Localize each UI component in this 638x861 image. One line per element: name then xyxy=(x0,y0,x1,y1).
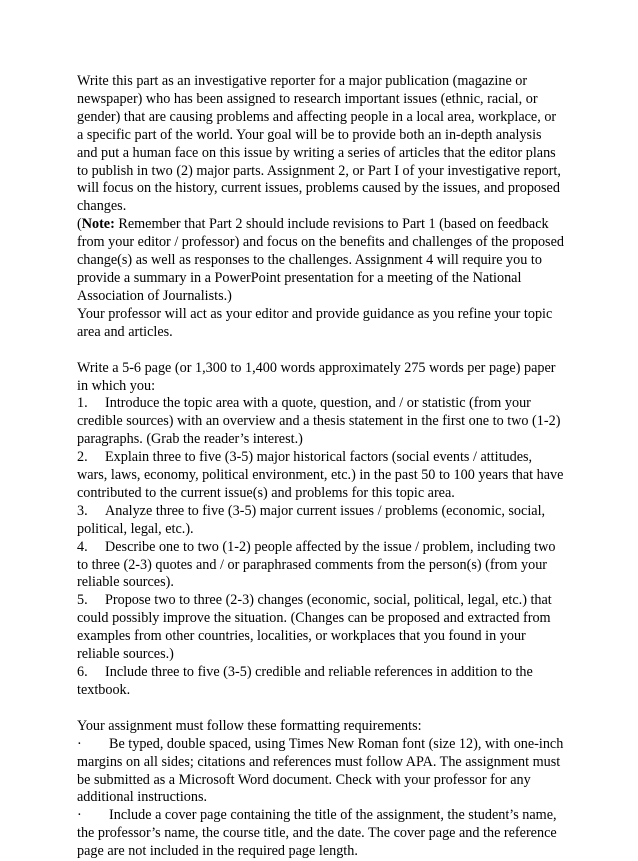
bullet-mark: · xyxy=(77,807,82,824)
task-item-3 xyxy=(77,503,565,539)
spacer xyxy=(77,342,565,360)
note-label: Note: xyxy=(81,216,115,233)
task-item-text: Describe one to two (1-2) people affected by the issue / problem, including two to three (2-3) quotes and / or paraphrased comments from the person(s) (from your reliable sources). xyxy=(77,538,556,591)
task-item-number: 2. xyxy=(77,449,88,466)
editor-paragraph: Your professor will act as your editor and provide guidance as you refine your topic area and articles. xyxy=(77,305,553,340)
task-item-1 xyxy=(77,395,565,449)
formatting-bullet-1 xyxy=(77,736,565,808)
task-item-text: Explain three to five (3-5) major historical factors (social events / attitudes, wars, laws, economy, political environment, etc.) in the past 50 to 100 years that have contributed to the current issue(s) and problems for this topic area. xyxy=(77,449,564,501)
formatting-bullet-2 xyxy=(77,807,565,861)
note-paragraph xyxy=(77,216,565,306)
task-item-number: 5. xyxy=(77,592,88,609)
task-lead: Write a 5-6 page (or 1,300 to 1,400 words approximately 275 words per page) paper in which you: xyxy=(77,359,556,394)
bullet-text: Be typed, double spaced, using Times New Roman font (size 12), with one-inch margins on all sides; citations and references must follow APA. The assignment must be submitted as a Microsoft Word document. Check with your professor for any additional instructions. xyxy=(77,735,564,806)
task-item-text: Include three to five (3-5) credible and reliable references in addition to the textbook. xyxy=(77,664,533,698)
document-body xyxy=(77,73,565,861)
task-item-text: Introduce the topic area with a quote, question, and / or statistic (from your credible sources) with an overview and a thesis statement in the first one to two (1-2) paragraphs. (Grab the reader’s interest.) xyxy=(77,395,561,448)
task-item-text: Propose two to three (2-3) changes (economic, social, political, legal, etc.) that could possibly improve the situation. (Changes can be proposed and extracted from examples from other countries, localities, or workplaces that you found in your reliable sources.) xyxy=(77,592,552,663)
task-item-2 xyxy=(77,449,565,503)
spacer xyxy=(77,700,565,718)
task-item-text: Analyze three to five (3-5) major current issues / problems (economic, social, political, legal, etc.). xyxy=(77,502,546,537)
bullet-text: Include a cover page containing the title of the assignment, the student’s name, the professor’s name, the course title, and the date. The cover page and the reference page are not included in the required page length. xyxy=(77,807,557,860)
note-open-paren: ( xyxy=(77,216,82,233)
task-item-5 xyxy=(77,592,565,664)
intro-paragraph: Write this part as an investigative reporter for a major publication (magazine or newspaper) who has been assigned to research important issues (ethnic, racial, or gender) that are causing problems and affecting people in a local area, workplace, or a specific part of the world. Your goal will be to provide both an in-depth analysis and put a human face on this issue by writing a series of articles that the editor plans to publish in two (2) major parts. Assignment 2, or Part I of your investigative report, will focus on the history, current issues, problems caused by the issues, and proposed changes. xyxy=(77,73,561,215)
note-text: Remember that Part 2 should include revisions to Part 1 (based on feedback from your editor / professor) and focus on the benefits and challenges of the proposed change(s) as well as responses to the challenges. Assignment 4 will require you to provide a summary in a PowerPoint presentation for a meeting of the National Association of Journalists.) xyxy=(77,216,564,304)
task-item-6 xyxy=(77,664,565,700)
formatting-lead: Your assignment must follow these formatting requirements: xyxy=(77,717,422,734)
task-item-number: 3. xyxy=(77,502,88,519)
task-item-number: 4. xyxy=(77,538,88,555)
bullet-mark: · xyxy=(77,735,82,752)
task-item-4 xyxy=(77,539,565,593)
task-item-number: 6. xyxy=(77,664,88,680)
task-item-number: 1. xyxy=(77,395,88,412)
